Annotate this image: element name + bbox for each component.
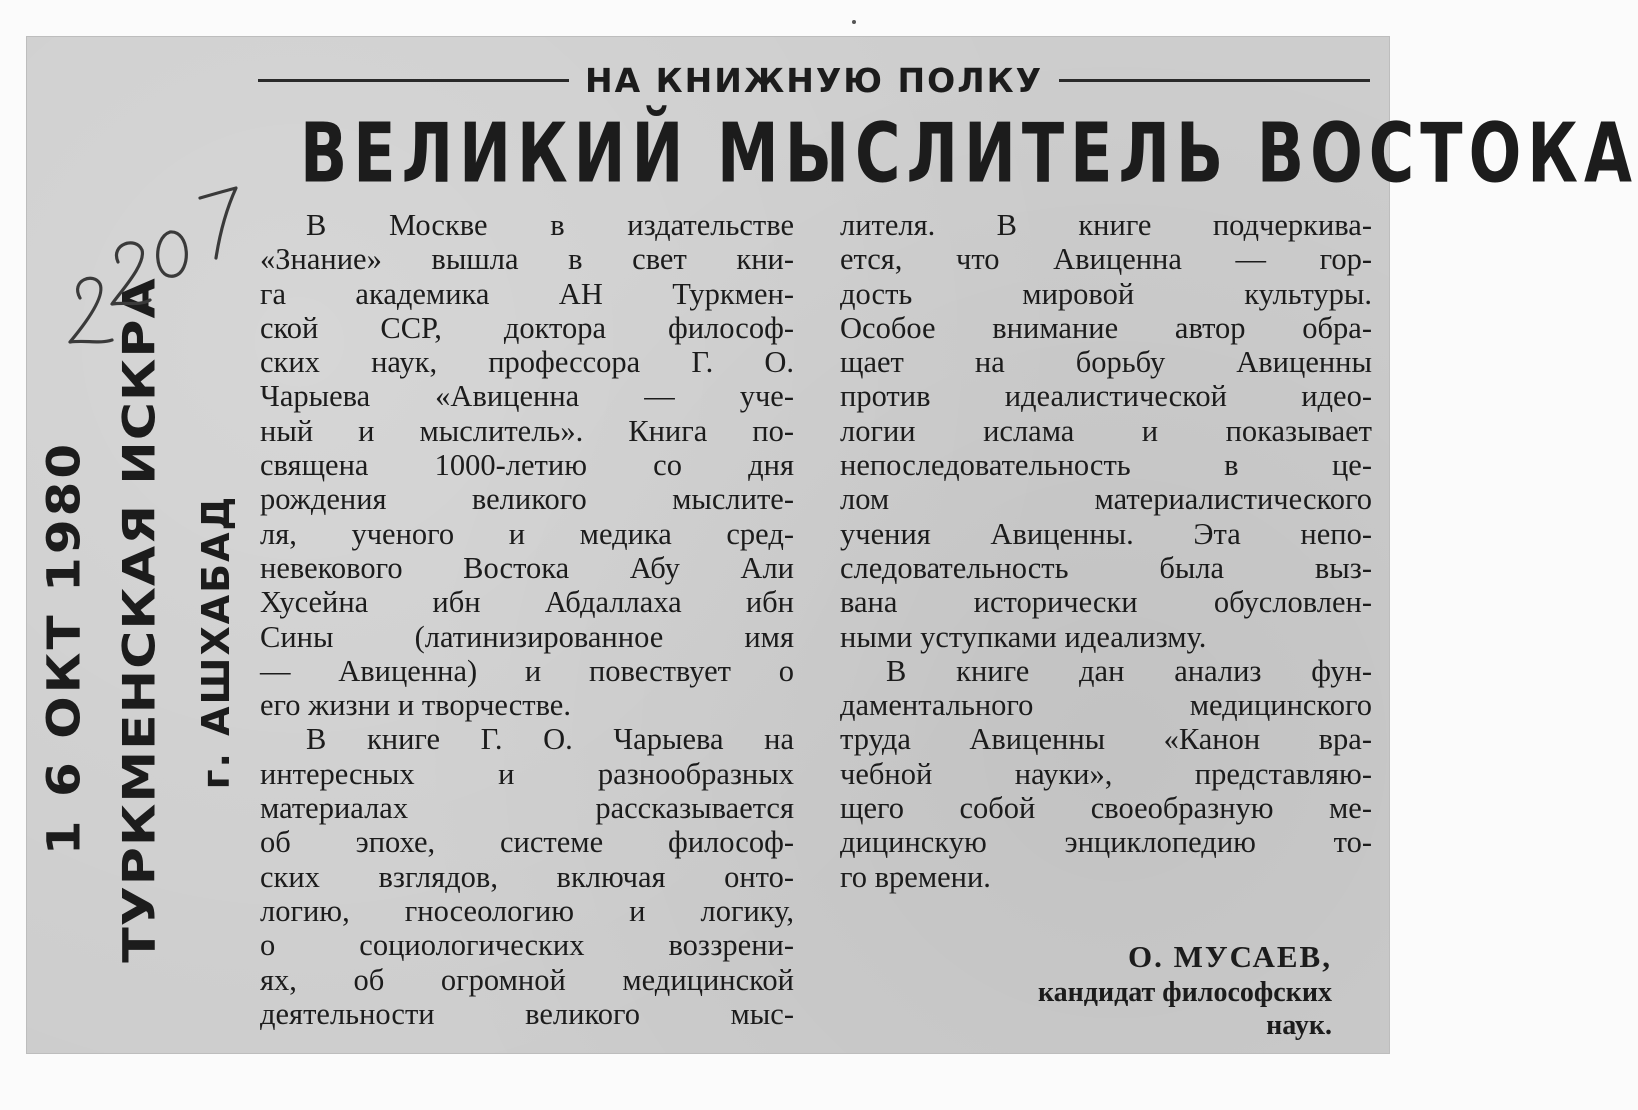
text-line: ля, ученого и медика сред- [260,516,794,551]
author-title: кандидат философских [1037,977,1332,1008]
text-line: о социологических воззрени- [260,928,794,963]
text-line: об эпохе, системе философ- [260,825,794,860]
text-line: лом материалистического [840,482,1372,517]
text-line: ской ССР, доктора философ- [260,310,794,345]
text-line: чебной науки», представляю- [840,756,1372,791]
text-line: невекового Востока Абу Али [260,550,794,585]
text-line: В книге Г. О. Чарыева на [306,722,794,757]
rubric-rule-right [1059,79,1370,82]
text-line: непоследовательность в це- [840,448,1372,483]
text-line: даментального медицинского [840,688,1372,723]
author-name: О. МУСАЕВ, [1128,939,1332,974]
text-line: «Знание» вышла в свет кни- [260,242,794,277]
text-line: — Авиценна) и повествует о [260,653,794,688]
text-line: ских взглядов, включая онто- [260,859,794,894]
handwritten-number [60,180,260,380]
article-column-left [260,208,794,1031]
text-line: рождения великого мыслите- [260,482,794,517]
text-line: В книге дан анализ фун- [886,653,1372,688]
text-line: труда Авиценны «Канон вра- [840,722,1372,757]
text-line: ских наук, профессора Г. О. [260,345,794,380]
text-line: дость мировой культуры. [840,276,1372,311]
text-line: логии ислама и показывает [840,413,1372,448]
text-line: вана исторически обусловлен- [840,585,1372,620]
text-line: ный и мыслитель». Книга по- [260,413,794,448]
text-line: щего собой своеобразную ме- [840,791,1372,826]
text-line: В Москве в издательстве [306,208,794,242]
text-line: деятельности великого мыс- [260,996,794,1031]
text-line: материалах рассказывается [260,791,794,826]
newspaper-name-stamp: ТУРКМЕНСКАЯ ИСКРА [114,277,166,963]
speck [852,20,856,24]
text-line: ными уступками идеализму. [840,619,1207,654]
author-title-continued: наук. [1266,1010,1332,1041]
text-line: дицинскую энциклопедию то- [840,825,1372,860]
text-line: го времени. [840,859,991,894]
text-line: лителя. В книге подчеркива- [840,208,1372,242]
text-line: Особое внимание автор обра- [840,310,1372,345]
text-line: ется, что Авиценна — гор- [840,242,1372,277]
city-stamp: г. АШХАБАД [194,494,238,790]
rubric [258,58,1370,102]
text-line: Чарыева «Авиценна — уче- [260,379,794,414]
article-column-right [840,208,1372,894]
rubric-title: НА КНИЖНУЮ ПОЛКУ [584,60,1044,100]
text-line: интересных и разнообразных [260,756,794,791]
text-line: ях, об огромной медицинской [260,962,794,997]
text-line: Сины (латинизированное имя [260,619,794,654]
text-line: щает на борьбу Авиценны [840,345,1372,380]
text-line: га академика АН Туркмен- [260,276,794,311]
author-signature [900,938,1332,1042]
text-line: Хусейна ибн Абдаллаха ибн [260,585,794,620]
date-stamp: 1 6 ОКТ 1980 [37,440,91,856]
text-line: священа 1000-летию со дня [260,448,794,483]
rubric-rule-left [258,79,569,82]
text-line: против идеалистической идео- [840,379,1372,414]
text-line: логию, гносеологию и логику, [260,893,794,928]
text-line: учения Авиценны. Эта непо- [840,516,1372,551]
text-line: его жизни и творчестве. [260,688,571,723]
headline: ВЕЛИКИЙ МЫСЛИТЕЛЬ ВОСТОКА [300,105,1638,202]
text-line: следовательность была выз- [840,550,1372,585]
